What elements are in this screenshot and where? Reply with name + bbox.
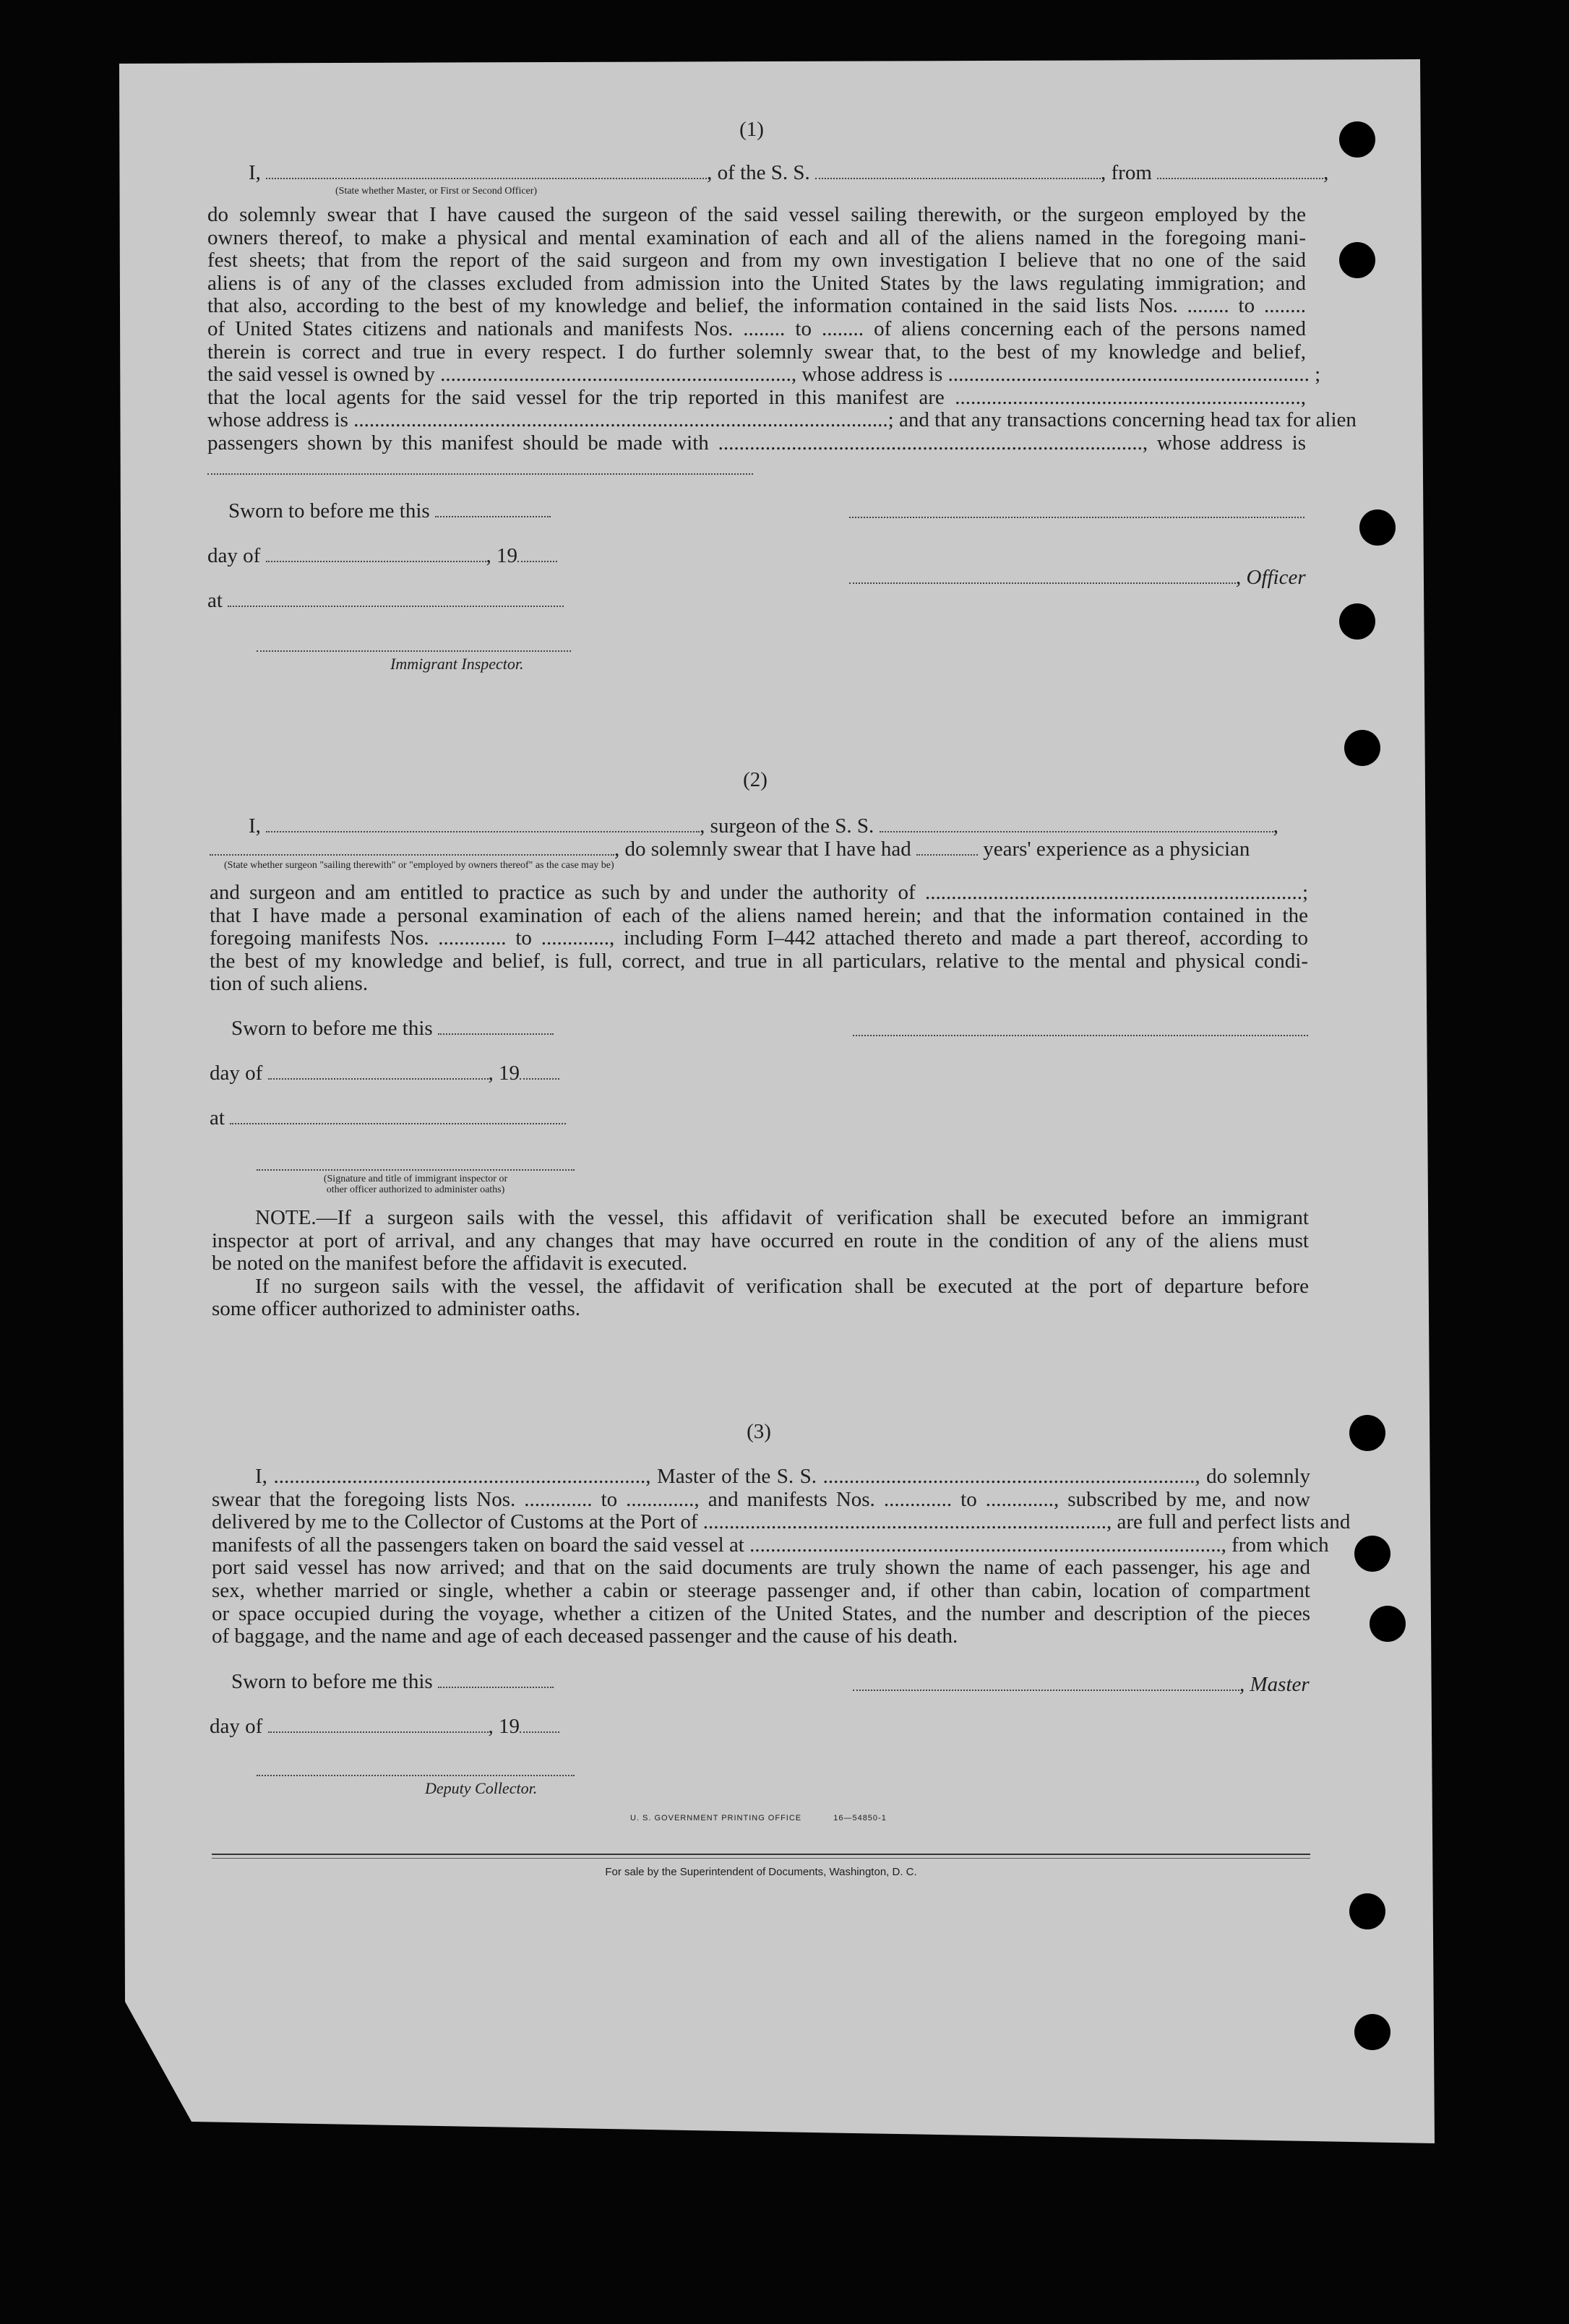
section-2-first-line xyxy=(249,815,1307,838)
signature-note xyxy=(257,1174,575,1195)
section-1-first-line xyxy=(249,161,1329,184)
affidavit-line: that I have made a personal examination of each of the aliens named herein; and that the information contained in the xyxy=(210,903,1308,927)
affidavit-line: I, ......................................................................., Master of the S. S. ......................................................................., do solemnly xyxy=(255,1465,1310,1488)
master-line xyxy=(853,1674,1310,1696)
day-of-line xyxy=(210,1716,559,1738)
swear-text: , do solemnly swear that I have had xyxy=(614,838,911,861)
years-experience-text: years' experience as a physician xyxy=(983,838,1250,861)
affidavit-line: that also, according to the best of my knowledge and belief, the information contained in the said lists Nos. ........ to ........ xyxy=(207,294,1306,318)
at-line xyxy=(207,590,564,612)
sworn-label xyxy=(228,500,551,522)
address-continuation-field[interactable] xyxy=(207,473,753,475)
affidavit-line: swear that the foregoing lists Nos. ............. to ............., and manifests Nos. ............. to ............., subscribed by me, and now xyxy=(212,1487,1310,1511)
officer-line xyxy=(849,567,1306,589)
surgeon-name-field[interactable] xyxy=(266,831,700,832)
punch-hole xyxy=(1354,2014,1390,2050)
gpo-text: U. S. GOVERNMENT PRINTING OFFICE xyxy=(630,1814,802,1822)
signature-note-line: (Signature and title of immigrant inspector or xyxy=(323,1174,508,1184)
punch-hole xyxy=(1339,603,1375,640)
affidavit-line: tion of such aliens. xyxy=(210,972,369,996)
note-line: If no surgeon sails with the vessel, the affidavit of verification shall be executed at the port of departure before xyxy=(255,1274,1309,1298)
sworn-text: Sworn to before me this xyxy=(231,1670,433,1693)
punch-hole xyxy=(1349,1415,1385,1451)
affidavit-line: fest sheets; that from the report of the said surgeon and from my own investigation I believe that no one of the said xyxy=(207,249,1306,272)
note-line: be noted on the manifest before the affidavit is executed. xyxy=(212,1252,688,1275)
section-3-affidavit xyxy=(212,1465,1351,1648)
note-line: inspector at port of arrival, and any changes that may have occurred en route in the condition of any of the aliens must xyxy=(212,1228,1309,1252)
day-of-line xyxy=(207,545,557,567)
affidavit-line: owners thereof, to make a physical and mental examination of each and all of the aliens named in the foregoing mani- xyxy=(207,225,1306,249)
punch-hole xyxy=(1344,730,1380,766)
comma: , xyxy=(1273,814,1278,838)
year-prefix: , 19 xyxy=(488,1062,520,1085)
year-field[interactable] xyxy=(520,1078,559,1080)
affidavit-line: the said vessel is owned by ..................................................................., whose address is ..................................................................... ; xyxy=(207,363,1321,387)
surgeon-status-field[interactable] xyxy=(210,854,614,856)
surgeon-signature-line[interactable] xyxy=(853,1035,1308,1036)
comma: , xyxy=(1323,161,1329,184)
day-of-line xyxy=(210,1062,559,1085)
affidavit-line: of United States citizens and nationals and manifests Nos. ........ to ........ of aliens concerning each of the persons named xyxy=(207,317,1306,340)
affidavit-line: and surgeon and am entitled to practice as such by and under the authority of ........................................................................; xyxy=(210,881,1308,904)
officer-title-field[interactable] xyxy=(849,582,1236,584)
inspector-label: Immigrant Inspector. xyxy=(390,655,524,673)
affidavit-line: whose address is ......................................................................................................; and that any transactions concerning head tax for alien xyxy=(207,408,1357,432)
departure-port-field[interactable] xyxy=(1157,178,1323,179)
collector-signature-line[interactable] xyxy=(257,1775,575,1776)
affidavit-line: therein is correct and true in every respect. I do further solemnly swear that, to the best of my knowledge and belief, xyxy=(207,340,1306,363)
at-text: at xyxy=(207,589,223,612)
sworn-text: Sworn to before me this xyxy=(228,499,430,522)
sworn-label xyxy=(231,1017,554,1040)
officer-label: , Officer xyxy=(1236,566,1306,589)
master-signature-field[interactable] xyxy=(853,1690,1239,1691)
affidavit-line: delivered by me to the Collector of Customs at the Port of ............................................................................., are full and perfect lists and xyxy=(212,1510,1351,1534)
at-text: at xyxy=(210,1106,225,1129)
signature-note-line: other officer authorized to administer oaths) xyxy=(326,1184,505,1195)
pronoun-i: I, xyxy=(249,161,261,184)
of-ss-label: , of the S. S. xyxy=(707,161,810,184)
from-label: , from xyxy=(1101,161,1152,184)
section-3-number: (3) xyxy=(747,1420,771,1443)
vessel-name-field[interactable] xyxy=(880,831,1273,832)
day-of-text: day of xyxy=(207,544,261,567)
officer-name-field[interactable] xyxy=(266,178,707,179)
punch-hole xyxy=(1370,1606,1406,1642)
pronoun-i: I, xyxy=(249,814,261,838)
year-prefix: , 19 xyxy=(488,1715,520,1738)
section-1-number: (1) xyxy=(739,118,764,141)
gpo-imprint xyxy=(630,1814,887,1822)
sworn-day-field[interactable] xyxy=(438,1687,554,1688)
affidavit-line: port said vessel has now arrived; and that on the said documents are truly shown the name of each passenger, his age and xyxy=(212,1556,1310,1580)
punch-hole xyxy=(1339,242,1375,278)
master-label: , Master xyxy=(1239,1673,1310,1696)
at-line xyxy=(210,1107,566,1129)
surgeon-of-label: , surgeon of the S. S. xyxy=(700,814,874,838)
section-2-number: (2) xyxy=(743,768,768,791)
punch-hole xyxy=(1339,121,1375,158)
place-field[interactable] xyxy=(228,606,564,607)
inspector-signature-line[interactable] xyxy=(257,650,571,652)
place-field[interactable] xyxy=(230,1123,566,1124)
affidavit-line: sex, whether married or single, whether a cabin or steerage passenger and, if other than cabin, location of compartment xyxy=(212,1578,1310,1602)
inspector-signature-line[interactable] xyxy=(257,1169,575,1171)
sworn-label xyxy=(231,1671,554,1693)
footer-rule xyxy=(212,1858,1310,1859)
affidavit-line: that the local agents for the said vessel for the trip reported in this manifest are .................................................................., xyxy=(207,385,1306,409)
affidavit-line: or space occupied during the voyage, whether a citizen of the United States, and the number and description of the pieces xyxy=(212,1601,1310,1625)
section-2-second-line xyxy=(210,838,1308,861)
surgeon-status-note: (State whether surgeon "sailing therewith" or "employed by owners thereof" as the case may be) xyxy=(224,860,614,871)
officer-rank-note: (State whether Master, or First or Second Officer) xyxy=(335,186,538,197)
punch-hole xyxy=(1359,509,1396,546)
day-of-text: day of xyxy=(210,1715,263,1738)
sworn-day-field[interactable] xyxy=(438,1033,554,1035)
affidavit-line: manifests of all the passengers taken on board the said vessel at .........................................................................................., from which xyxy=(212,1533,1329,1557)
footer-rule xyxy=(212,1854,1310,1855)
year-field[interactable] xyxy=(520,1731,559,1733)
punch-hole xyxy=(1354,1536,1390,1572)
officer-signature-line[interactable] xyxy=(849,517,1304,518)
year-prefix: , 19 xyxy=(486,544,518,567)
affidavit-line: the best of my knowledge and belief, is full, correct, and true in all particulars, relative to the mental and physical condi- xyxy=(210,949,1308,973)
note-line: NOTE.—If a surgeon sails with the vessel, this affidavit of verification shall be executed before an immigrant xyxy=(255,1206,1309,1229)
affidavit-line: foregoing manifests Nos. ............. to ............., including Form I–442 attached thereto and made a part thereof, according to xyxy=(210,926,1308,950)
note-paragraph xyxy=(212,1207,1309,1321)
sworn-day-field[interactable] xyxy=(435,516,551,517)
affidavit-line: of baggage, and the name and age of each deceased passenger and the cause of his death. xyxy=(212,1624,958,1648)
year-field[interactable] xyxy=(517,561,557,562)
month-field[interactable] xyxy=(266,561,486,562)
punch-hole xyxy=(1349,1893,1385,1929)
vessel-name-field[interactable] xyxy=(815,178,1101,179)
sale-notice: For sale by the Superintendent of Documents, Washington, D. C. xyxy=(605,1866,917,1878)
section-2-affidavit xyxy=(210,882,1308,996)
affidavit-line: aliens is of any of the classes excluded from admission into the United States by the laws regulating immigration; and xyxy=(207,271,1306,295)
month-field[interactable] xyxy=(268,1078,489,1080)
sworn-text: Sworn to before me this xyxy=(231,1017,433,1040)
day-of-text: day of xyxy=(210,1062,263,1085)
form-number: 16—54850-1 xyxy=(833,1814,887,1822)
collector-label: Deputy Collector. xyxy=(425,1779,538,1797)
years-field[interactable] xyxy=(916,854,978,856)
affidavit-line: do solemnly swear that I have caused the surgeon of the said vessel sailing therewith, or the surgeon employed by the xyxy=(207,203,1306,226)
section-1-affidavit xyxy=(207,203,1357,455)
affidavit-line: passengers shown by this manifest should be made with ................................................................................., whose address is xyxy=(207,431,1306,455)
note-line: some officer authorized to administer oaths. xyxy=(212,1297,581,1321)
month-field[interactable] xyxy=(268,1731,489,1733)
